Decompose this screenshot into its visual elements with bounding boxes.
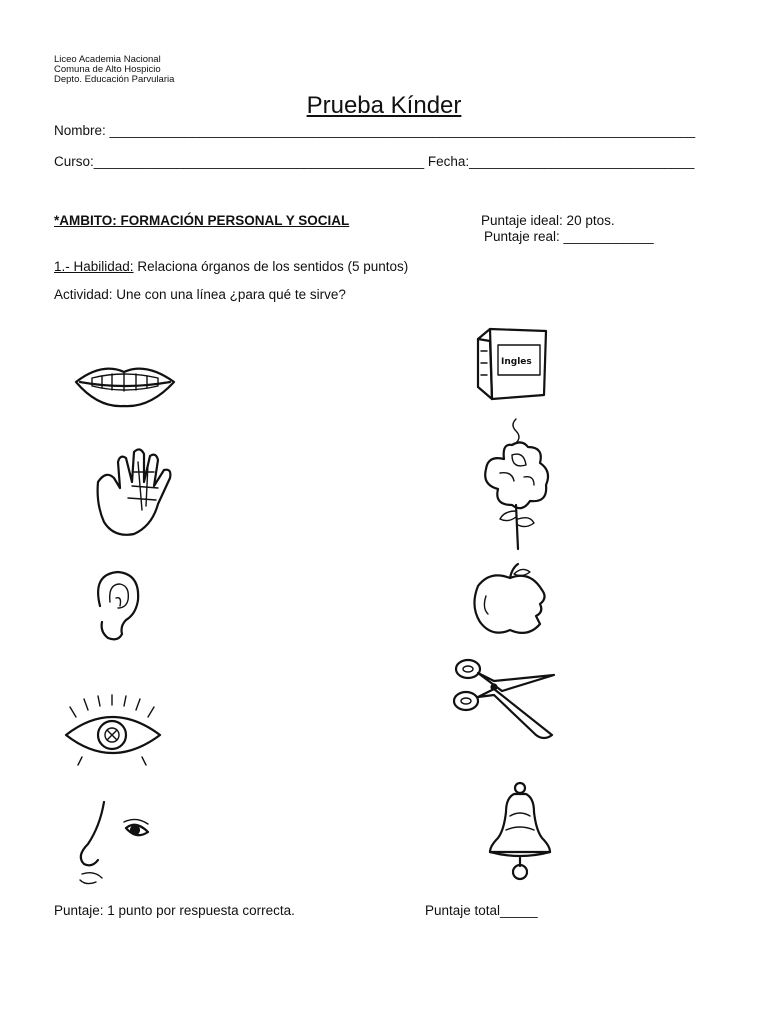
puntaje-note: Puntaje: 1 punto por respuesta correcta. [54,903,295,918]
ear-icon[interactable] [88,568,143,643]
nose-icon[interactable] [74,798,154,886]
mouth-icon[interactable] [72,360,182,410]
name-field[interactable]: Nombre: ______________________________________________________________________________ [54,123,696,138]
scissors-icon[interactable] [450,655,560,745]
puntaje-real: Puntaje real: ____________ [484,229,654,244]
course-date-field[interactable]: Curso:____________________________________________ Fecha:______________________________ [54,154,695,169]
puntaje-ideal: Puntaje ideal: 20 ptos. [481,213,615,228]
book-label: Ingles [501,357,532,367]
ambito-label: *AMBITO: FORMACIÓN PERSONAL Y SOCIAL [54,213,350,228]
hand-icon[interactable] [88,442,183,542]
habilidad-line: 1.- Habilidad: Relaciona órganos de los sentidos (5 puntos) [54,259,409,274]
apple-icon[interactable] [470,562,552,638]
school-name: Liceo Academia Nacional [54,54,161,65]
school-department: Depto. Educación Parvularia [54,74,175,85]
puntaje-total[interactable]: Puntaje total_____ [425,903,538,918]
actividad-instruction: Actividad: Une con una línea ¿para qué te sirve? [54,287,346,302]
school-commune: Comuna de Alto Hospicio [54,64,161,75]
book-icon[interactable] [470,325,552,405]
flower-icon[interactable] [472,415,552,555]
bell-icon[interactable] [484,780,556,882]
page-title: Prueba Kínder [306,92,462,119]
eye-icon[interactable] [62,695,167,775]
